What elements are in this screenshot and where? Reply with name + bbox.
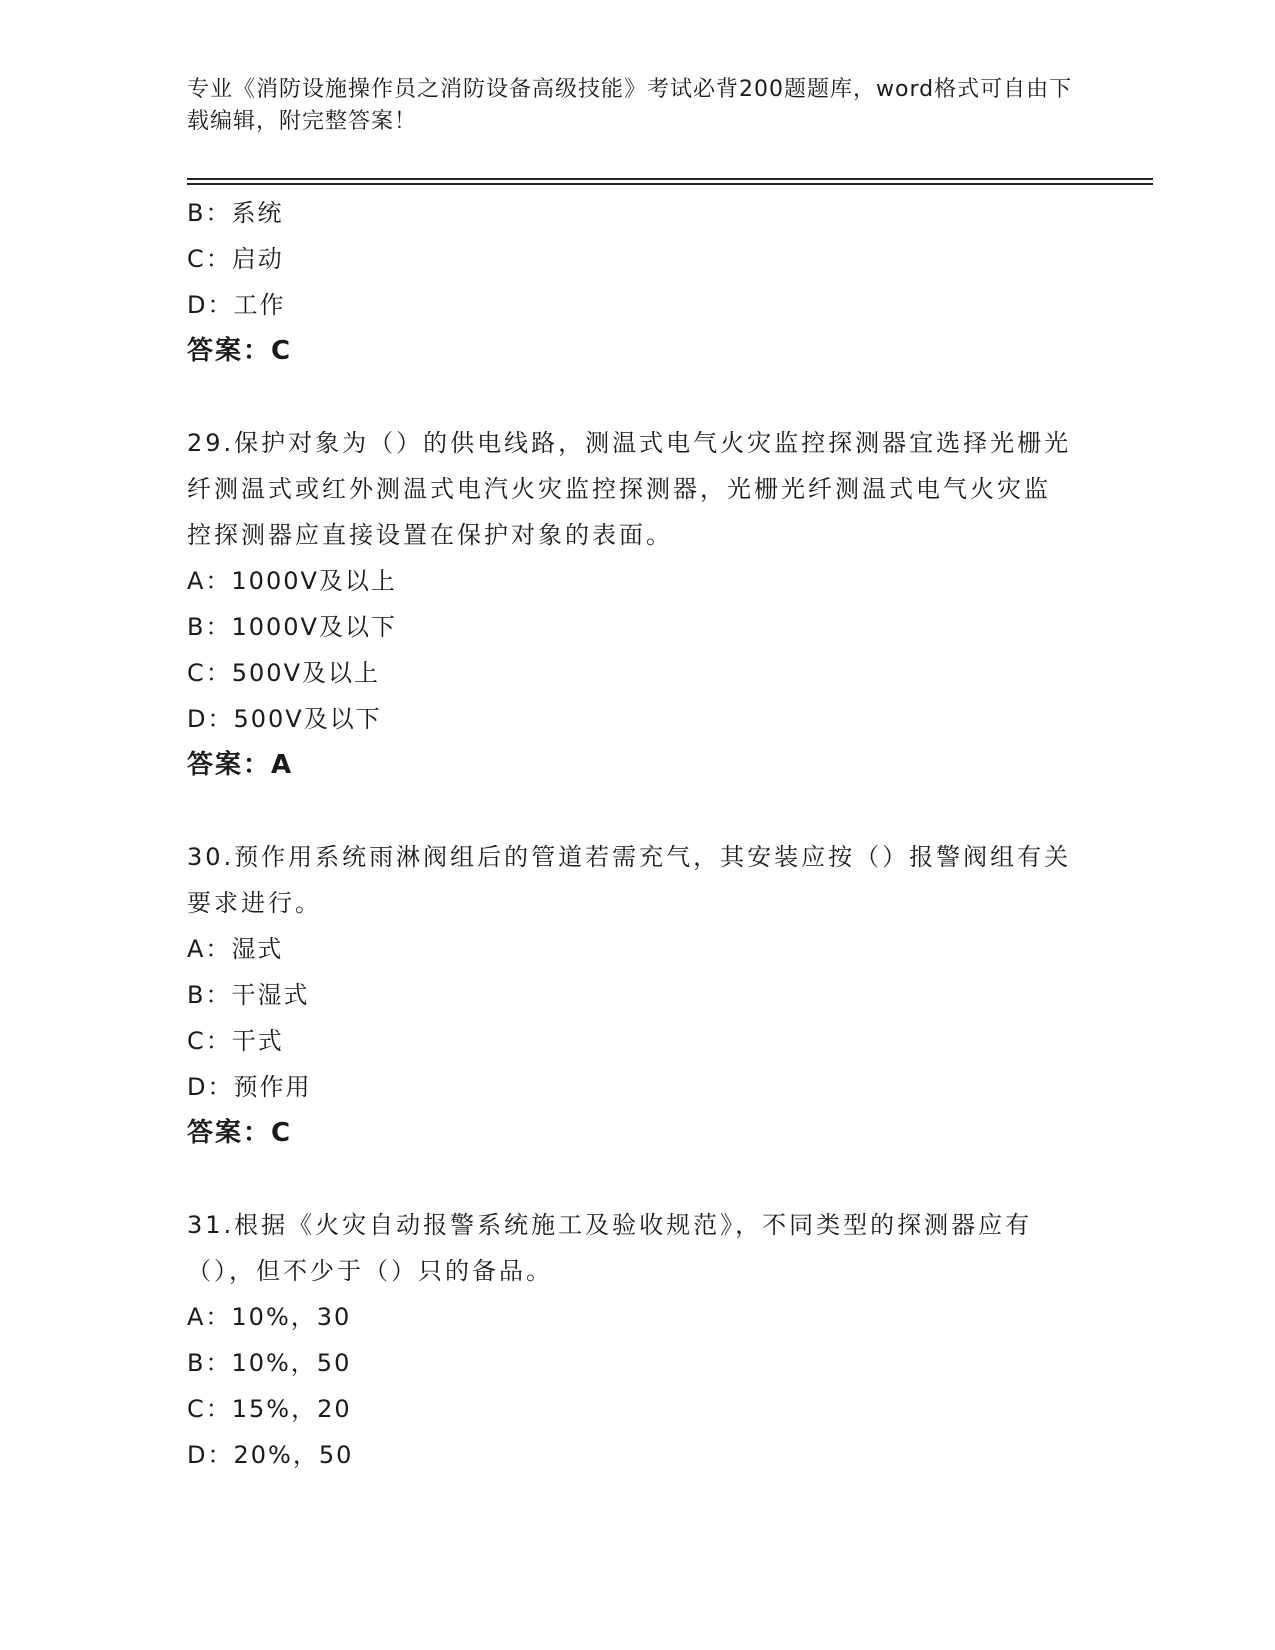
option-a: A：10%，30 — [187, 1303, 352, 1331]
question-28-tail — [187, 190, 1087, 374]
spacer — [187, 374, 1087, 420]
question-text: 30.预作用系统雨淋阀组后的管道若需充气，其安装应按（）报警阀组有关要求进行。 — [187, 843, 1072, 917]
option-a: A：1000V及以上 — [187, 567, 397, 595]
option-b: B：系统 — [187, 199, 284, 227]
answer: 答案：C — [187, 336, 293, 366]
answer: 答案：A — [187, 750, 294, 780]
header-divider-bottom — [187, 183, 1153, 185]
option-d: D：500V及以下 — [187, 705, 382, 733]
option-d: D：20%，50 — [187, 1441, 354, 1469]
spacer — [187, 788, 1087, 834]
answer: 答案：C — [187, 1118, 293, 1148]
question-29 — [187, 420, 1087, 788]
option-b: B：10%，50 — [187, 1349, 352, 1377]
question-30 — [187, 834, 1087, 1156]
option-c: C：15%，20 — [187, 1395, 352, 1423]
option-a: A：湿式 — [187, 935, 284, 963]
header-divider-top — [187, 178, 1153, 180]
question-text: 29.保护对象为（）的供电线路，测温式电气火灾监控探测器宜选择光栅光纤测温式或红外测温式电汽火灾监控探测器，光栅光纤测温式电气火灾监控探测器应直接设置在保护对象的表面。 — [187, 429, 1072, 549]
option-c: C：500V及以上 — [187, 659, 380, 687]
option-c: C：启动 — [187, 245, 284, 273]
question-31 — [187, 1202, 1087, 1478]
option-b: B：1000V及以下 — [187, 613, 397, 641]
option-d: D：预作用 — [187, 1073, 312, 1101]
option-d: D：工作 — [187, 291, 286, 319]
option-b: B：干湿式 — [187, 981, 310, 1009]
question-list — [187, 190, 1087, 1478]
question-text: 31.根据《火灾自动报警系统施工及验收规范》，不同类型的探测器应有（），但不少于（）只的备品。 — [187, 1211, 1033, 1285]
document-header: 专业《消防设施操作员之消防设备高级技能》考试必背200题题库，word格式可自由下载编辑，附完整答案！ — [187, 77, 1073, 134]
spacer — [187, 1156, 1087, 1202]
option-c: C：干式 — [187, 1027, 284, 1055]
